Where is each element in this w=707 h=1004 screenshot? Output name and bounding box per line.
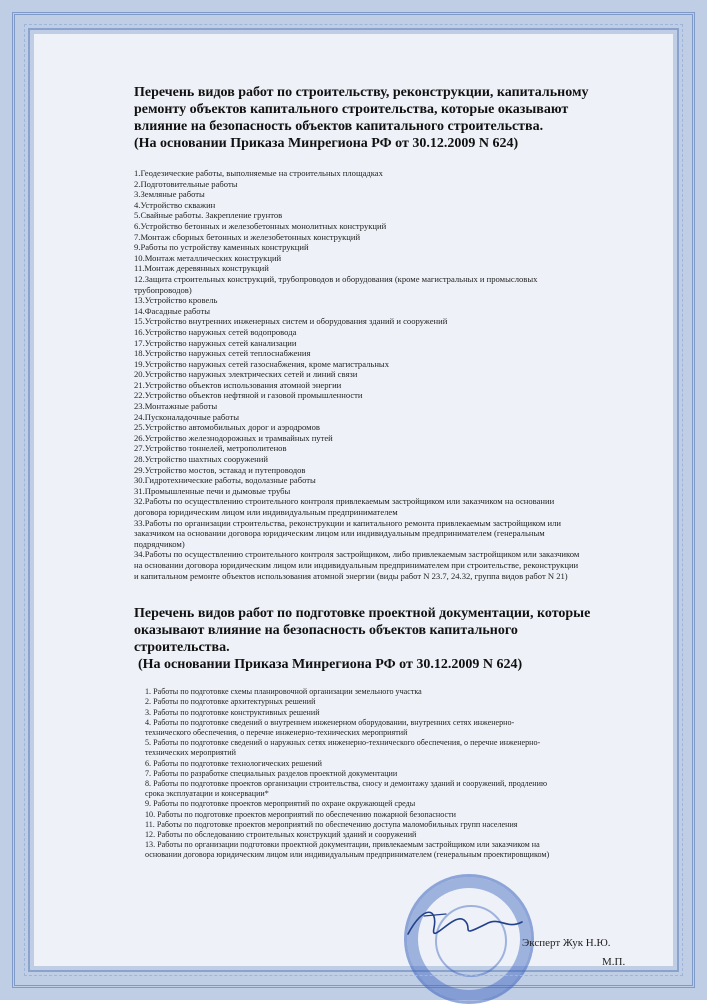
design-works-list [100,687,640,860]
list-item: 27.Устройство тоннелей, метрополитенов [134,443,287,454]
document-body [100,84,640,861]
list-item: 15.Устройство внутренних инженерных систем и оборудования зданий и сооружений [134,316,448,327]
list-item: 9. Работы по подготовке проектов мероприятий по охране окружающей среды [145,799,416,809]
list-item: 29.Устройство мостов, эстакад и путепроводов [134,464,306,475]
list-item: 4.Устройство скважин [134,199,216,210]
list-item: 9.Работы по устройству каменных конструкций [134,242,309,253]
list-item: 10. Работы по подготовке проектов мероприятий по обеспечению пожарной безопасности [145,809,456,819]
list-item: 28.Устройство шахтных сооружений [134,454,268,465]
construction-works-list [100,168,640,581]
list-item: 20.Устройство наружных электрических сетей и линий связи [134,369,358,380]
list-item: 19.Устройство наружных сетей газоснабжения, кроме магистральных [134,358,389,369]
list-item: 13. Работы по организации подготовки проектной документации, привлекаемым застройщиком или заказчиком на [145,840,540,850]
handwritten-signature [394,894,534,954]
list-item: 22.Устройство объектов нефтяной и газовой промышленности [134,390,363,401]
section-design-works [100,605,640,860]
list-item: заказчиком на основании договора юридическим лицом или индивидуальным предпринимателем (генеральным [134,528,545,539]
signature-block [394,854,644,994]
list-item: 14.Фасадные работы [134,305,210,316]
list-item: подрядчиком) [134,538,185,549]
list-item: и капитальном ремонте объектов использования атомной энергии (виды работ N 23.7, 24.32, группа видов работ N 21) [134,570,568,581]
list-item: 31.Промышленные печи и дымовые трубы [134,485,291,496]
list-item: 3.Земляные работы [134,189,205,200]
section2-basis: (На основании Приказа Минрегиона РФ от 30.12.2009 N 624) [138,657,523,673]
list-item: 12. Работы по обследованию строительных конструкций зданий и сооружений [145,830,417,839]
list-item: 32.Работы по осуществлению строительного контроля привлекаемым застройщиком или заказчиком на основании [134,496,555,507]
list-item: срока эксплуатации и консервации* [145,789,269,799]
list-item: трубопроводов) [134,284,192,295]
stamp-place-label: М.П. [602,956,626,968]
list-item: 5.Свайные работы. Закрепление грунтов [134,210,283,221]
list-item: технических мероприятий [145,748,236,758]
section1-basis: (На основании Приказа Минрегиона РФ от 30.12.2009 N 624) [134,136,519,151]
list-item: 24.Пусконаладочные работы [134,411,239,422]
list-item: 17.Устройство наружных сетей канализации [134,337,297,348]
list-item: договора юридическим лицом или индивидуальным предпринимателем [134,507,398,517]
list-item: 2. Работы по подготовке архитектурных решений [145,697,316,707]
list-item: 33.Работы по организации строительства, реконструкции и капитального ремонта привлекаемым застройщиком или [134,517,562,528]
expert-name: Эксперт Жук Н.Ю. [522,937,611,949]
list-item: 23.Монтажные работы [134,401,218,412]
list-item: 3. Работы по подготовке конструктивных решений [145,707,320,717]
section2-title-line: оказывают влияние на безопасность объектов капитального [134,623,518,639]
list-item: 30.Гидротехнические работы, водолазные работы [134,475,316,486]
section1-title-line: Перечень видов работ по строительству, реконструкции, капитальному [134,85,589,100]
section1-title-line: влияние на безопасность объектов капитального строительства. [134,119,544,134]
list-item: 13.Устройство кровель [134,295,218,306]
list-item: 5. Работы по подготовке сведений о наружных сетях инженерно-технического обеспечения, о перечне инженерно- [145,738,541,748]
list-item: 1.Геодезические работы, выполняемые на строительных площадках [134,168,383,178]
list-item: 11.Монтаж деревянных конструкций [134,263,269,274]
section1-title-line: ремонту объектов капитального строительства, которые оказывают [134,102,569,117]
list-item: 25.Устройство автомобильных дорог и аэродромов [134,422,320,433]
list-item: 18.Устройство наружных сетей теплоснабжения [134,348,311,359]
list-item: 8. Работы по подготовке проектов организации строительства, сносу и демонтажу зданий и сооружений, продлению [145,778,548,788]
list-item: 2.Подготовительные работы [134,178,238,189]
list-item: 16.Устройство наружных сетей водопровода [134,326,297,337]
list-item: 11. Работы по подготовке проектов мероприятий по обеспечению доступа маломобильных групп населения [145,819,518,829]
section-construction-works [100,84,640,581]
list-item: 7. Работы по разработке специальных разделов проектной документации [145,768,398,778]
list-item: 26.Устройство железнодорожных и трамвайных путей [134,432,333,443]
list-item: 10.Монтаж металлических конструкций [134,252,282,263]
list-item: 6.Устройство бетонных и железобетонных монолитных конструкций [134,220,387,231]
list-item: технического обеспечения, о перечне инженерно-технических мероприятий [145,727,408,737]
list-item: на основании договора юридическим лицом или индивидуальным предпринимателем при строительстве, реконструкции [134,559,579,570]
list-item: 12.Защита строительных конструкций, трубопроводов и оборудования (кроме магистральных и промысловых [134,273,538,284]
list-item: основании договора юридическим лицом или индивидуальным предпринимателем (генеральным проектировщиком) [145,850,550,860]
list-item: 1. Работы по подготовке схемы планировочной организации земельного участка [145,687,422,697]
section2-title-line: Перечень видов работ по подготовке проектной документации, которые [134,606,591,622]
list-item: 34.Работы по осуществлению строительного контроля застройщиком, либо привлекаемым застройщиком или заказчиком [134,549,580,560]
list-item: 6. Работы по подготовке технологических решений [145,758,322,768]
list-item: 21.Устройство объектов использования атомной энергии [134,379,342,390]
list-item: 7.Монтаж сборных бетонных и железобетонных конструкций [134,231,361,242]
list-item: 4. Работы по подготовке сведений о внутреннем инженерном оборудовании, внутренних сетях инженерно- [145,717,515,727]
section2-title-line: строительства. [134,640,230,656]
